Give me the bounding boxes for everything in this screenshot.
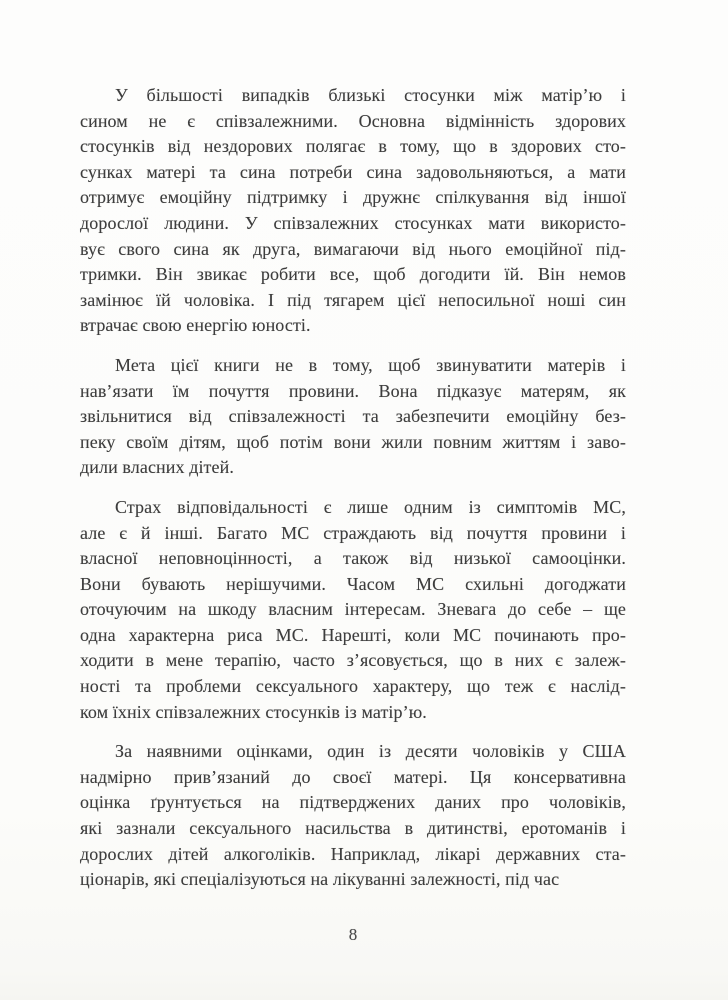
text-line: але є й інші. Багато МС страждають від почуття провини і: [80, 522, 626, 543]
text-line: дили власних дітей.: [80, 457, 234, 478]
text-line: Страх відповідальності є лише одним із симптомів МС,: [115, 496, 626, 517]
text-line: сином не є співзалежними. Основна відмінність здорових: [80, 110, 626, 131]
text-line: замінює їй чоловіка. І під тягарем цієї непосильної ноші син: [80, 289, 626, 310]
paragraph: [80, 83, 626, 339]
paragraph: [80, 495, 626, 725]
text-line: Вони бувають нерішучими. Часом МС схильні догоджати: [80, 573, 626, 594]
text-line: втрачає свою енергію юності.: [80, 315, 311, 336]
text-line: які зазнали сексуального насильства в дитинстві, еротоманів і: [80, 818, 626, 839]
text-line: звільнитися від співзалежності та забезпечити емоційну без-: [80, 406, 626, 427]
paragraph: [80, 739, 626, 893]
text-line: нав’язати їм почуття провини. Вона підказує матерям, як: [80, 380, 626, 401]
text-line: надмірно прив’язаний до своєї матері. Ця консервативна: [80, 766, 626, 787]
text-line: вує свого сина як друга, вимагаючи від нього емоційної під-: [80, 238, 626, 259]
text-line: оцінка ґрунтується на підтверджених даних про чоловіків,: [80, 792, 626, 813]
text-line: дорослих дітей алкоголіків. Наприклад, лікарі державних ста-: [80, 843, 626, 864]
text-line: власної неповноцінності, а також від низької самооцінки.: [80, 548, 626, 569]
text-line: отримує емоційну підтримку і дружнє спілкування від іншої: [80, 187, 626, 208]
text-block: [80, 83, 626, 893]
text-line: стосунків від нездорових полягає в тому, що в здорових сто-: [80, 136, 626, 157]
text-line: сунках матері та сина потреби сина задовольняються, а мати: [80, 161, 626, 182]
text-line: ходити в мене терапію, часто з’ясовується, що в них є залеж-: [80, 650, 626, 671]
paragraph: [80, 353, 626, 481]
text-line: тримки. Він звикає робити все, щоб догодити їй. Він немов: [80, 264, 626, 285]
text-line: ціонарів, які спеціалізуються на лікуванні залежності, під час: [80, 869, 560, 890]
text-line: оточуючим на шкоду власним інтересам. Зневага до себе – ще: [80, 599, 626, 620]
text-line: ності та проблеми сексуального характеру, що теж є наслід-: [80, 676, 626, 697]
text-line: одна характерна риса МС. Нарешті, коли МС починають про-: [80, 624, 626, 645]
text-line: ком їхніх співзалежних стосунків із матір’ю.: [80, 701, 427, 722]
text-line: Мета цієї книги не в тому, щоб звинуватити матерів і: [115, 354, 626, 375]
page-number: 8: [348, 925, 358, 944]
text-line: дорослої людини. У співзалежних стосунках мати використо-: [80, 212, 626, 233]
text-line: пеку своїм дітям, щоб потім вони жили повним життям і заво-: [80, 431, 626, 452]
text-line: За наявними оцінками, один із десяти чоловіків у США: [115, 741, 626, 762]
text-line: У більшості випадків близькі стосунки між матір’ю і: [115, 85, 626, 105]
